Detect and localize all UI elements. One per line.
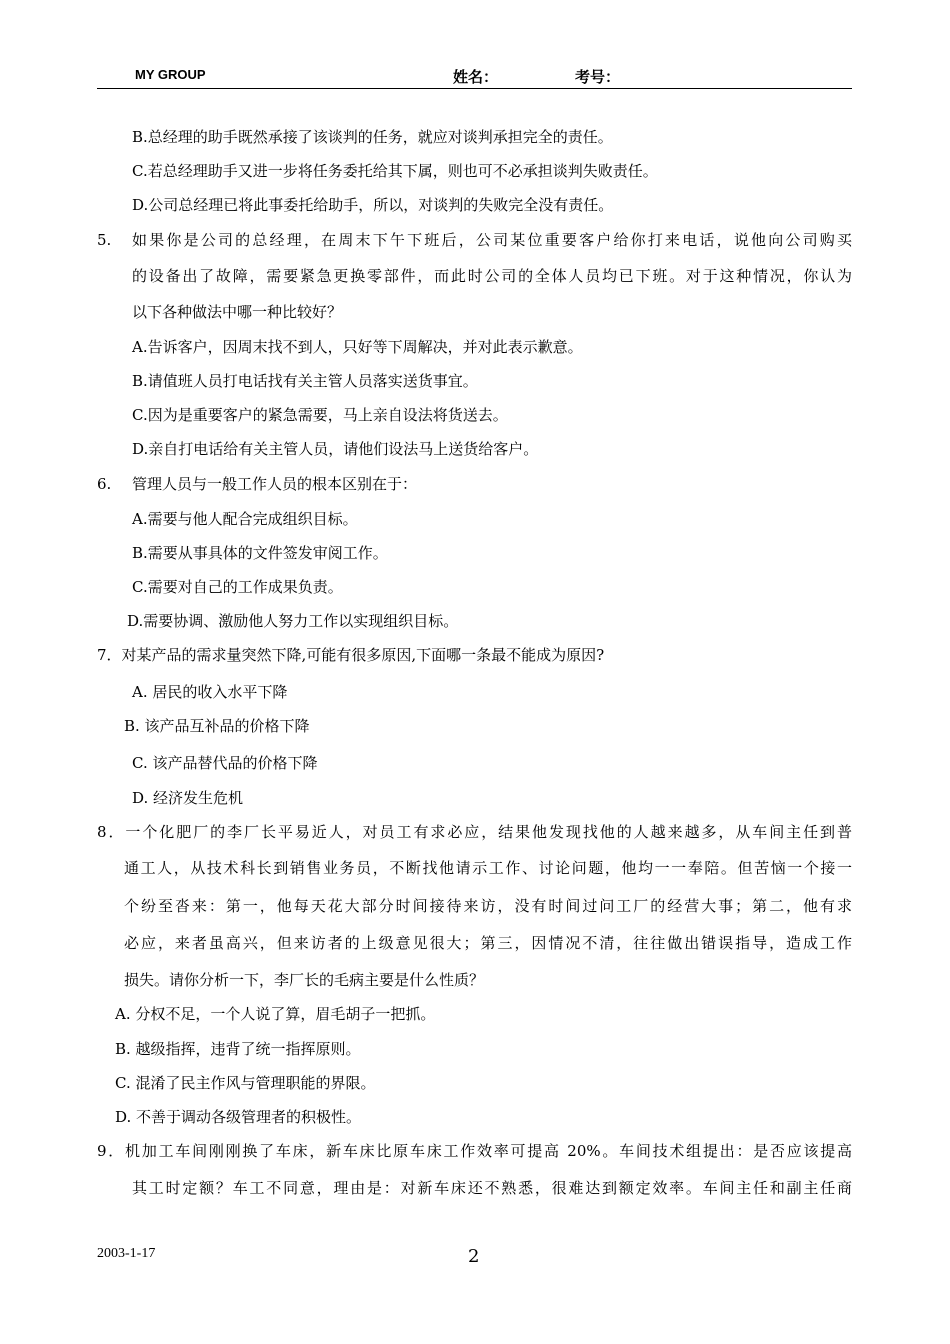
q5-option-c: C.因为是重要客户的紧急需要，马上亲自设法将货送去。 [132, 406, 508, 424]
q9-text-1: 9．机加工车间刚刚换了车床，新车床比原车床工作效率可提高 20%。车间技术组提出：是否应该提高 [97, 1142, 852, 1160]
q6-text: 管理人员与一般工作人员的根本区别在于： [132, 475, 418, 493]
q5-number: 5. [97, 231, 112, 249]
q4-option-c: C.若总经理助手又进一步将任务委托给其下属，则也可不必承担谈判失败责任。 [132, 162, 658, 180]
q6-option-d: D.需要协调、激励他人努力工作以实现组织目标。 [127, 612, 459, 630]
q5-option-d: D.亲自打电话给有关主管人员，请他们设法马上送货给客户。 [132, 440, 539, 458]
q8-text-2: 通工人，从技术科长到销售业务员，不断找他请示工作、讨论问题，他均一一奉陪。但苦恼一个接一 [124, 859, 852, 877]
page-number: 2 [468, 1246, 480, 1267]
footer-date: 2003-1-17 [97, 1246, 156, 1261]
q6-option-c: C.需要对自己的工作成果负责。 [132, 578, 343, 596]
q7-option-c: C. 该产品替代品的价格下降 [132, 754, 318, 772]
q8-text-5: 损失。请你分析一下，李厂长的毛病主要是什么性质？ [124, 971, 485, 989]
brand-label: MY GROUP [135, 67, 206, 82]
q5-text-3: 以下各种做法中哪一种比较好？ [132, 303, 343, 321]
q5-option-a: A.告诉客户，因周末找不到人，只好等下周解决，并对此表示歉意。 [132, 338, 583, 356]
q6-option-a: A.需要与他人配合完成组织目标。 [132, 510, 358, 528]
exam-id-label: 考号： [575, 69, 621, 86]
q5-option-b: B.请值班人员打电话找有关主管人员落实送货事宜。 [132, 372, 478, 390]
q8-option-b: B. 越级指挥，违背了统一指挥原则。 [115, 1040, 361, 1058]
q9-text-2: 其工时定额？车工不同意，理由是：对新车床还不熟悉，很难达到额定效率。车间主任和副主任商 [132, 1179, 852, 1197]
q4-option-d: D.公司总经理已将此事委托给助手，所以，对谈判的失败完全没有责任。 [132, 196, 614, 214]
q6-number: 6. [97, 475, 112, 493]
q8-text-3: 个纷至沓来：第一，他每天花大部分时间接待来访，没有时间过问工厂的经营大事；第二，他有求 [124, 897, 852, 915]
q4-option-b: B.总经理的助手既然承接了该谈判的任务，就应对谈判承担完全的责任。 [132, 128, 613, 146]
q6-option-b: B.需要从事具体的文件签发审阅工作。 [132, 544, 388, 562]
q7-option-a: A. 居民的收入水平下降 [132, 683, 288, 701]
name-label: 姓名： [453, 69, 499, 86]
q8-text-1: 8．一个化肥厂的李厂长平易近人，对员工有求必应，结果他发现找他的人越来越多，从车间主任到普 [97, 823, 852, 841]
q8-option-d: D. 不善于调动各级管理者的积极性。 [115, 1108, 362, 1126]
q5-text-1: 如果你是公司的总经理，在周末下午下班后，公司某位重要客户给你打来电话，说他向公司购买 [132, 231, 852, 249]
q8-option-a: A. 分权不足，一个人说了算，眉毛胡子一把抓。 [115, 1005, 436, 1023]
q7-text: 7．对某产品的需求量突然下降,可能有很多原因,下面哪一条最不能成为原因? [97, 646, 605, 664]
q7-option-d: D. 经济发生危机 [132, 789, 244, 807]
q7-option-b: B. 该产品互补品的价格下降 [124, 717, 310, 735]
page-header [97, 64, 852, 89]
q8-text-4: 必应，来者虽高兴，但来访者的上级意见很大；第三，因情况不清，往往做出错误指导，造成工作 [124, 934, 852, 952]
q8-option-c: C. 混淆了民主作风与管理职能的界限。 [115, 1074, 376, 1092]
q5-text-2: 的设备出了故障，需要紧急更换零部件，而此时公司的全体人员均已下班。对于这种情况，你认为 [132, 267, 852, 285]
